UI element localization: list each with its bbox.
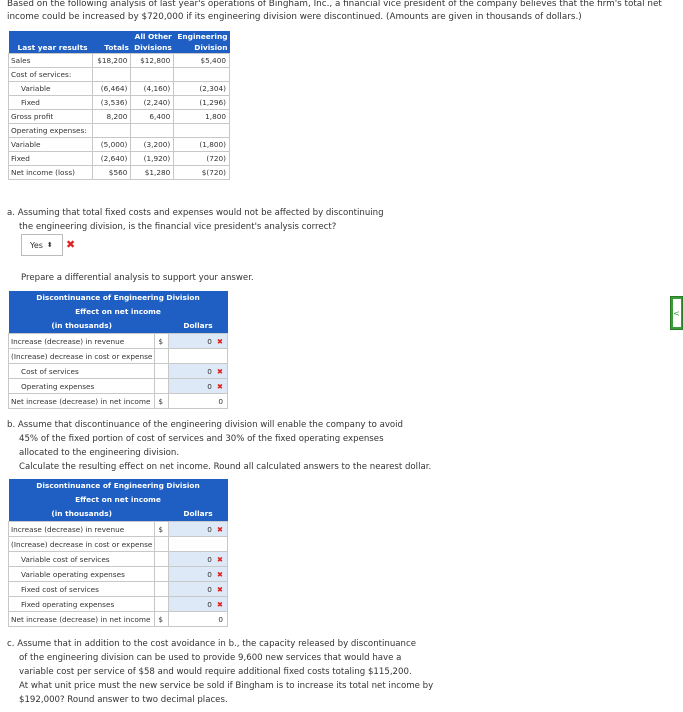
diff-row-label: Cost of services <box>9 364 155 379</box>
part-a-question: a. Assuming that total fixed costs and expenses would not be affected by discontinuing the engineering division, is the financial vice president's analysis correct? <box>7 208 384 232</box>
totals-cell <box>93 68 131 82</box>
row-label: Fixed <box>9 152 93 166</box>
header-other: Divisions <box>131 42 174 54</box>
eng-cell: (2,304) <box>174 82 230 96</box>
totals-cell: $18,200 <box>93 54 131 68</box>
dollar-sign <box>155 582 169 597</box>
totals-cell: (5,000) <box>93 138 131 152</box>
diff-row <box>9 612 228 627</box>
results-row <box>9 82 230 96</box>
results-row <box>9 96 230 110</box>
diff-row <box>9 349 228 364</box>
diff-row-label: Variable cost of services <box>9 552 155 567</box>
header-totals: Totals <box>93 42 131 54</box>
select-arrow-icon: ⬍ <box>46 241 53 249</box>
results-row <box>9 138 230 152</box>
diff-row-label: Operating expenses <box>9 379 155 394</box>
chevron-left-icon: < <box>673 299 681 327</box>
diff-row-label: Net increase (decrease) in net income <box>9 394 155 409</box>
diff-row <box>9 537 228 552</box>
amount-value <box>169 349 228 364</box>
eng-cell: $5,400 <box>174 54 230 68</box>
amount-input[interactable]: 0 ✖ <box>169 379 228 394</box>
diff-row-label: Increase (decrease) in revenue <box>9 334 155 349</box>
incorrect-icon: ✖ <box>216 336 223 346</box>
diff-row <box>9 567 228 582</box>
amount-value <box>169 537 228 552</box>
part-b-question: b. Assume that discontinuance of the engineering division will enable the company to avoid 45% of the fixed portion of cost of services and 30% of the fixed operating expenses allocated to the engineering division. Calculate the resulting effect on net income. Round all calculated answers to the nearest dollar. <box>7 420 432 472</box>
incorrect-icon: ✖ <box>216 584 223 594</box>
diff-row-label: (Increase) decrease in cost or expense <box>9 349 155 364</box>
other-cell: $12,800 <box>131 54 174 68</box>
other-cell <box>131 124 174 138</box>
other-cell: (4,160) <box>131 82 174 96</box>
diff-row <box>9 552 228 567</box>
other-cell: (3,200) <box>131 138 174 152</box>
diff-row <box>9 334 228 349</box>
results-row <box>9 110 230 124</box>
header-top-eng: Engineering <box>174 31 230 42</box>
incorrect-icon: ✖ <box>216 366 223 376</box>
incorrect-icon: ✖ <box>216 569 223 579</box>
eng-cell: (1,800) <box>174 138 230 152</box>
header-last-year: Last year results <box>9 42 93 54</box>
eng-cell: 1,800 <box>174 110 230 124</box>
incorrect-icon: ✖ <box>216 554 223 564</box>
dollar-sign: $ <box>155 612 169 627</box>
diff-row <box>9 582 228 597</box>
amount-input[interactable]: 0 ✖ <box>169 552 228 567</box>
totals-cell <box>93 124 131 138</box>
dollar-sign <box>155 567 169 582</box>
eng-cell: (720) <box>174 152 230 166</box>
amount-input[interactable]: 0 ✖ <box>169 582 228 597</box>
row-label: Fixed <box>9 96 93 110</box>
other-cell: (2,240) <box>131 96 174 110</box>
diff-row <box>9 394 228 409</box>
dollar-sign <box>155 552 169 567</box>
totals-cell: (2,640) <box>93 152 131 166</box>
incorrect-icon: ✖ <box>66 238 76 251</box>
results-row <box>9 124 230 138</box>
diff-row <box>9 364 228 379</box>
incorrect-icon: ✖ <box>216 599 223 609</box>
dollar-sign: $ <box>155 334 169 349</box>
header-top-other: All Other <box>131 31 174 42</box>
dollar-sign: $ <box>155 522 169 537</box>
row-label: Sales <box>9 54 93 68</box>
correctness-select[interactable]: Yes ⬍ <box>21 234 63 256</box>
side-panel-tab[interactable] <box>670 296 683 330</box>
eng-cell: $(720) <box>174 166 230 180</box>
eng-cell: (1,296) <box>174 96 230 110</box>
amount-value: 0 <box>169 394 228 409</box>
diff-row-label: Net increase (decrease) in net income <box>9 612 155 627</box>
amount-input[interactable]: 0 ✖ <box>169 597 228 612</box>
incorrect-icon: ✖ <box>216 524 223 534</box>
dollar-sign <box>155 379 169 394</box>
diff-row-label: (Increase) decrease in cost or expense <box>9 537 155 552</box>
differential-table-a: Discontinuance of Engineering Division Effect on net income (in thousands) Dollars Increase (decrease) in revenue $ 0 ✖ (Increase) decrease in cost or expense Cost of services 0 ✖ Operating expenses 0 ✖ Net increase (decrease) in net income $ 0 <box>8 291 228 409</box>
last-year-results-table <box>8 31 230 180</box>
results-row <box>9 152 230 166</box>
diff-row <box>9 379 228 394</box>
other-cell: $1,280 <box>131 166 174 180</box>
dollar-sign: $ <box>155 394 169 409</box>
header-eng: Division <box>174 42 230 54</box>
amount-input[interactable]: 0 ✖ <box>169 334 228 349</box>
diff-row-label: Fixed cost of services <box>9 582 155 597</box>
diff-row <box>9 522 228 537</box>
dollar-sign <box>155 349 169 364</box>
amount-input[interactable]: 0 ✖ <box>169 522 228 537</box>
totals-cell: (3,536) <box>93 96 131 110</box>
amount-input[interactable]: 0 ✖ <box>169 567 228 582</box>
diff-row <box>9 597 228 612</box>
part-c-question: c. Assume that in addition to the cost avoidance in b., the capacity released by discontinuance of the engineering division can be used to provide 9,600 new services that would have a variable cost per service of $58 and would require additional fixed costs totaling $115,200. At what unit price must the new service be sold if Bingham is to increase its total net income by $192,000? Round answer to two decimal places. <box>7 639 434 705</box>
row-label: Cost of services: <box>9 68 93 82</box>
totals-cell: $560 <box>93 166 131 180</box>
row-label: Net income (loss) <box>9 166 93 180</box>
eng-cell <box>174 68 230 82</box>
results-row <box>9 166 230 180</box>
totals-cell: (6,464) <box>93 82 131 96</box>
other-cell: 6,400 <box>131 110 174 124</box>
other-cell <box>131 68 174 82</box>
totals-cell: 8,200 <box>93 110 131 124</box>
amount-value: 0 <box>169 612 228 627</box>
results-row <box>9 68 230 82</box>
intro-text: Based on the following analysis of last year's operations of Bingham, Inc., a financial vice president of the company believes that the firm's total net income could be increased by $720,000 if its engineering division were discontinued. (Amounts are given in thousands of dollars.) <box>7 0 662 22</box>
diff-row-label: Increase (decrease) in revenue <box>9 522 155 537</box>
row-label: Variable <box>9 138 93 152</box>
amount-input[interactable]: 0 ✖ <box>169 364 228 379</box>
other-cell: (1,920) <box>131 152 174 166</box>
diff-row-label: Variable operating expenses <box>9 567 155 582</box>
dollar-sign <box>155 537 169 552</box>
results-row <box>9 54 230 68</box>
row-label: Variable <box>9 82 93 96</box>
row-label: Gross profit <box>9 110 93 124</box>
row-label: Operating expenses: <box>9 124 93 138</box>
incorrect-icon: ✖ <box>216 381 223 391</box>
diff-row-label: Fixed operating expenses <box>9 597 155 612</box>
eng-cell <box>174 124 230 138</box>
dollar-sign <box>155 364 169 379</box>
prepare-instruction: Prepare a differential analysis to support your answer. <box>21 273 254 283</box>
differential-table-b: Discontinuance of Engineering Division Effect on net income (in thousands) Dollars Increase (decrease) in revenue $ 0 ✖ (Increase) decrease in cost or expense Variable cost of services 0 ✖ Variable operating expenses 0 ✖ Fixed cost of services 0 ✖ Fixed operating expenses 0 ✖ Net increase (decrease) in net income $ 0 <box>8 479 228 627</box>
dollar-sign <box>155 597 169 612</box>
